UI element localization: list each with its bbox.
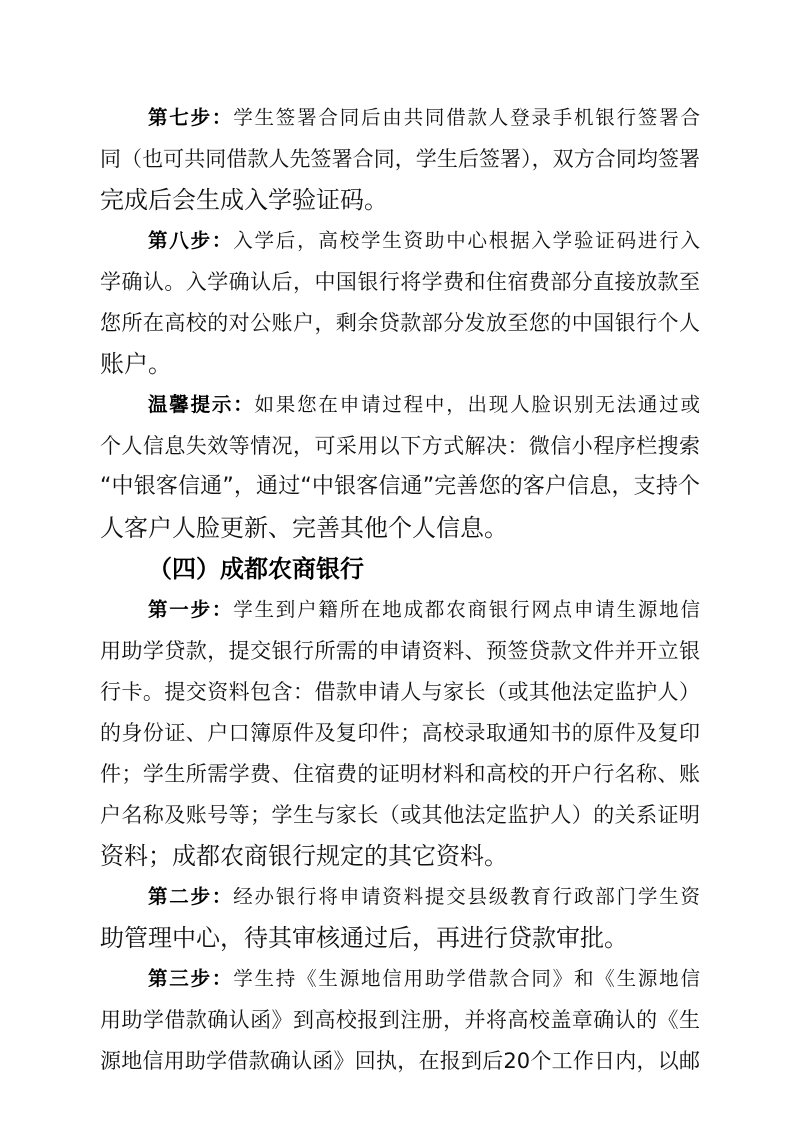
paragraph-step7-line2: 同（也可共同借款人先签署合同，学生后签署），双方合同均签署 (100, 147, 700, 171)
paragraph-step3-line2: 用助学借款确认函》到高校报到注册，并将高校盖章确认的《生 (100, 1008, 700, 1032)
paragraph-tip-line2: 个人信息失效等情况，可采用以下方式解决：微信小程序栏搜索 (100, 434, 700, 458)
paragraph-step2-line1 (0, 877, 700, 917)
step3-lead: 第三步： (148, 967, 234, 990)
paragraph-step1-line4: 的身份证、户口簿原件及复印件；高校录取通知书的原件及复印 (100, 721, 700, 745)
tip-lead: 温馨提示： (148, 393, 255, 416)
section-heading: （四）成都农商银行 (148, 555, 364, 583)
step8-lead: 第八步： (148, 229, 234, 252)
step1-text-1: 学生到户籍所在地成都农商银行网点申请生源地信 (233, 598, 700, 621)
paragraph-step3-line3: 源地信用助学借款确认函》回执，在报到后20个工作日内，以邮 (100, 1049, 700, 1073)
step3-text-1: 学生持《生源地信用助学借款合同》和《生源地信 (233, 967, 700, 990)
paragraph-step2-line2: 助管理中心，待其审核通过后，再进行贷款审批。 (100, 924, 628, 952)
paragraph-step1-line5: 件；学生所需学费、住宿费的证明材料和高校的开户行名称、账 (100, 762, 700, 786)
paragraph-step8-line3: 您所在高校的对公账户，剩余贷款部分发放至您的中国银行个人 (100, 311, 700, 335)
step2-text-1: 经办银行将申请资料提交县级教育行政部门学生资 (233, 885, 700, 908)
paragraph-step1-line2: 用助学贷款，提交银行所需的申请资料、预签贷款文件并开立银 (100, 639, 700, 663)
paragraph-step7-line3: 完成后会生成入学验证码。 (100, 186, 388, 214)
step7-text-1: 学生签署合同后由共同借款人登录手机银行签署合 (233, 106, 700, 129)
paragraph-step1-line3: 行卡。提交资料包含：借款申请人与家长（或其他法定监护人） (100, 680, 700, 704)
paragraph-tip-line3: “中银客信通”，通过“中银客信通”完善您的客户信息，支持个 (100, 474, 700, 499)
step7-lead: 第七步： (148, 106, 234, 129)
tip-text-1: 如果您在申请过程中，出现人脸识别无法通过或 (254, 393, 700, 416)
paragraph-step3-line1 (0, 959, 700, 999)
paragraph-step1-line6: 户名称及账号等；学生与家长（或其他法定监护人）的关系证明 (100, 803, 700, 827)
paragraph-tip-line1 (0, 385, 700, 425)
paragraph-step8-line1 (0, 221, 700, 261)
paragraph-step8-line2: 学确认。入学确认后，中国银行将学费和住宿费部分直接放款至 (100, 270, 700, 294)
paragraph-step1-line1 (0, 590, 700, 630)
paragraph-step7-line1 (0, 98, 700, 138)
step1-lead: 第一步： (148, 598, 234, 621)
paragraph-step1-line7: 资料；成都农商银行规定的其它资料。 (100, 842, 508, 870)
paragraph-step8-line4: 账户。 (100, 350, 172, 378)
step2-lead: 第二步： (148, 885, 234, 908)
step8-text-1: 入学后，高校学生资助中心根据入学验证码进行入 (233, 229, 700, 252)
paragraph-tip-line4: 人客户人脸更新、完善其他个人信息。 (100, 514, 508, 542)
